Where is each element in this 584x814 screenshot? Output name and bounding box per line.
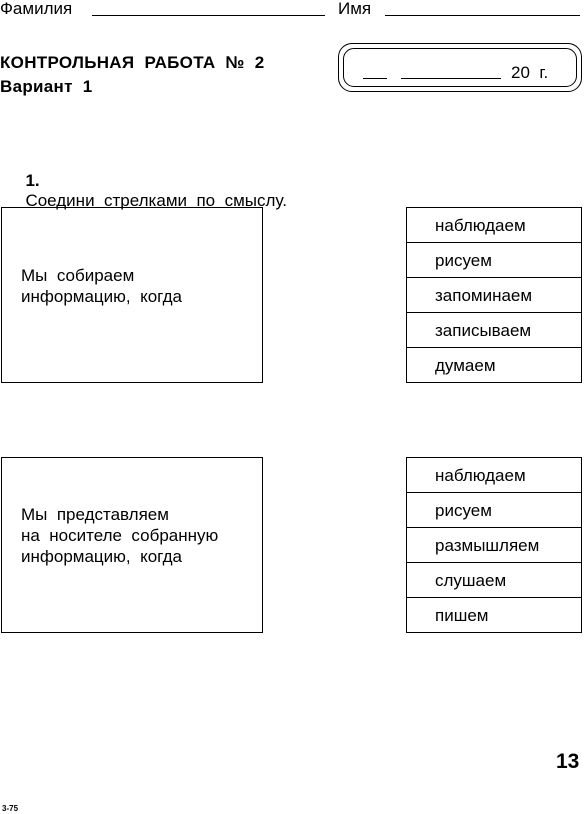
task-text: Соедини стрелками по смыслу. (25, 191, 287, 210)
option-item[interactable]: наблюдаем (407, 208, 581, 243)
prompt-text-2: Мы представляем на носителе собранную информацию, когда (21, 505, 219, 566)
test-title: КОНТРОЛЬНАЯ РАБОТА № 2 (0, 53, 265, 72)
date-month-field[interactable] (401, 78, 501, 79)
surname-label: Фамилия (0, 0, 73, 18)
prompt-box-1 (1, 207, 263, 383)
option-item[interactable]: думаем (435, 356, 496, 375)
option-item[interactable]: записываем (407, 313, 581, 348)
surname-field[interactable] (92, 15, 325, 16)
option-item[interactable]: наблюдаем (407, 458, 581, 493)
variant-title: Вариант 1 (0, 77, 93, 96)
option-item[interactable]: рисуем (407, 493, 581, 528)
date-day-field[interactable] (363, 78, 387, 79)
page-number: 13 (556, 750, 580, 773)
name-label: Имя (338, 0, 372, 18)
prompt-text-1: Мы собираем информацию, когда (21, 266, 182, 306)
option-item[interactable]: запоминаем (407, 278, 581, 313)
options-list-1 (406, 207, 582, 383)
option-item[interactable]: слушаем (407, 563, 581, 598)
date-year-text: 20 г. (511, 63, 549, 82)
print-code: 3-75 (2, 804, 19, 813)
option-item[interactable]: пишем (435, 606, 489, 625)
options-list-2 (406, 457, 582, 633)
prompt-box-2 (1, 457, 263, 633)
option-item[interactable]: размышляем (407, 528, 581, 563)
task-instruction (16, 151, 287, 211)
date-box (338, 43, 582, 92)
option-item[interactable]: рисуем (407, 243, 581, 278)
name-field[interactable] (385, 15, 580, 16)
task-number: 1. (25, 171, 40, 190)
